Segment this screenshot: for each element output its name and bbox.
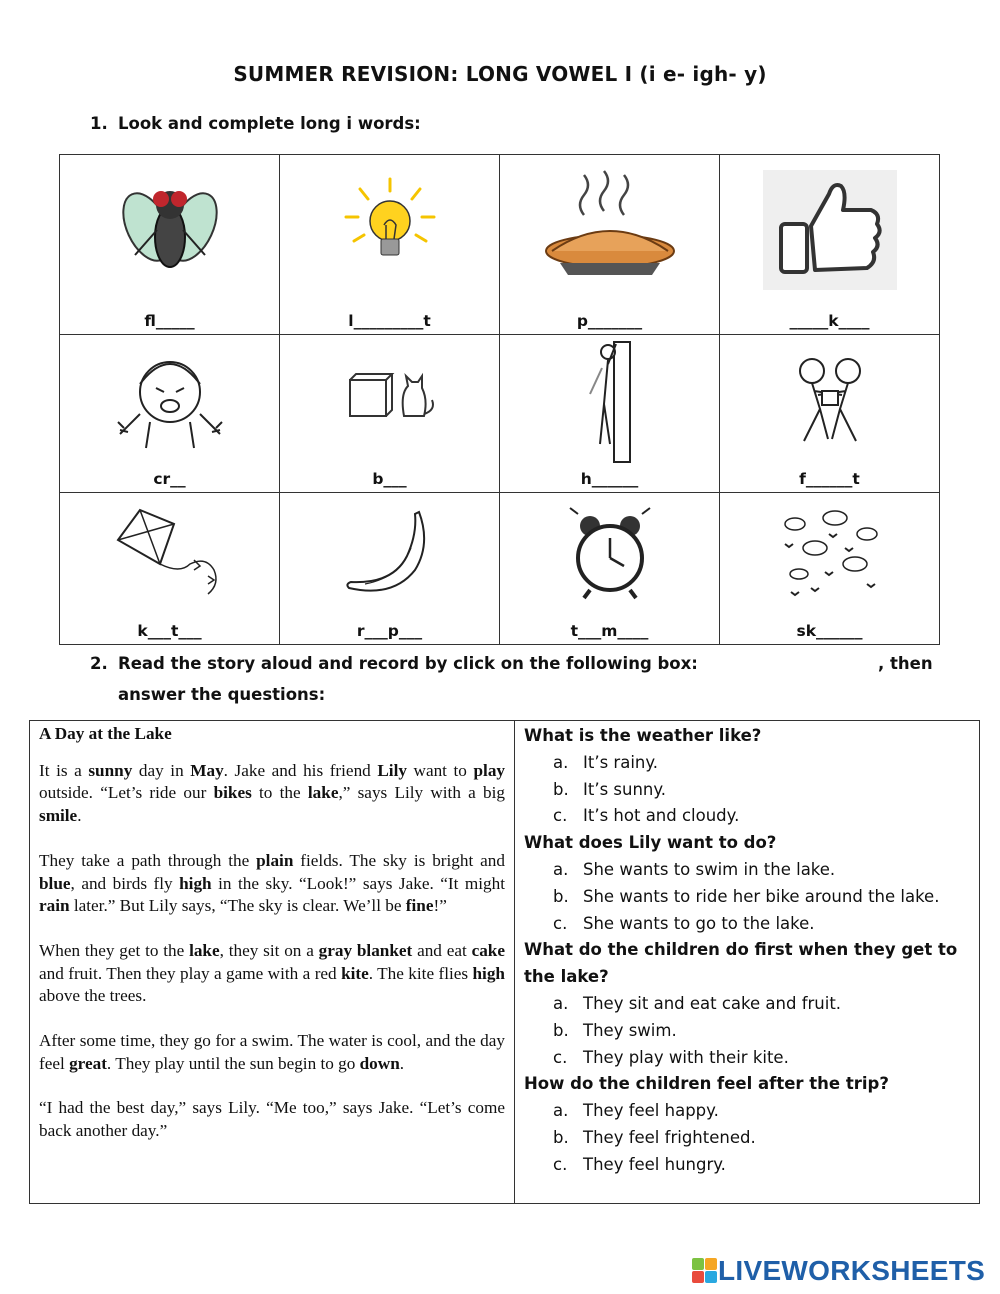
section2-instruction: Read the story aloud and record by click on the following box: bbox=[118, 654, 698, 673]
option-1a[interactable]: a. It’s rainy. bbox=[553, 752, 659, 772]
section2-instruction-line2: answer the questions: bbox=[118, 685, 326, 704]
option-1b[interactable]: b. It’s sunny. bbox=[553, 779, 667, 799]
word-blank[interactable]: _____k____ bbox=[789, 312, 870, 330]
cell-cry bbox=[60, 335, 280, 493]
picture-word-grid bbox=[59, 154, 940, 645]
story-paragraph-1: It is a sunny day in May. Jake and his friend Lily want to play outside. “Let’s ride our bikes to the lake,” says Lily with a big smile. bbox=[39, 760, 506, 826]
word-blank[interactable]: fl_____ bbox=[144, 312, 195, 330]
page-title: SUMMER REVISION: LONG VOWEL I (i e- igh- y) bbox=[233, 62, 767, 86]
question-2: What does Lily want to do? bbox=[524, 833, 777, 853]
word-blank[interactable]: t___m____ bbox=[570, 622, 649, 640]
story-paragraph-3: When they get to the lake, they sit on a gray blanket and eat cake and fruit. Then they play a game with a red kite. The kite flies high above the trees. bbox=[39, 940, 505, 1006]
kite-icon bbox=[110, 504, 230, 604]
cell-behind bbox=[280, 335, 500, 493]
section1-instruction: Look and complete long i words: bbox=[118, 114, 421, 133]
alarm-clock-icon bbox=[560, 504, 660, 604]
option-3c[interactable]: c. They play with their kite. bbox=[553, 1047, 789, 1067]
option-2a[interactable]: a. She wants to swim in the lake. bbox=[553, 859, 836, 879]
word-blank[interactable]: k___t___ bbox=[137, 622, 202, 640]
option-2b[interactable]: b. She wants to ride her bike around the lake. bbox=[553, 886, 940, 906]
option-3b[interactable]: b. They swim. bbox=[553, 1020, 677, 1040]
option-2c[interactable]: c. She wants to go to the lake. bbox=[553, 913, 815, 933]
cell-fly bbox=[60, 155, 280, 335]
logo-badge-icon bbox=[692, 1258, 718, 1284]
story-paragraph-5: “I had the best day,” says Lily. “Me too,” says Jake. “Let’s come back another day.” bbox=[39, 1098, 505, 1141]
cell-high bbox=[500, 335, 720, 493]
story-column bbox=[30, 721, 515, 1203]
cell-time bbox=[500, 493, 720, 645]
word-blank[interactable]: sk______ bbox=[796, 622, 863, 640]
lightbulb-icon bbox=[340, 175, 440, 285]
option-4b[interactable]: b. They feel frightened. bbox=[553, 1127, 756, 1147]
word-blank[interactable]: l_________t bbox=[348, 312, 431, 330]
word-blank[interactable]: b___ bbox=[372, 470, 407, 488]
cell-sky bbox=[720, 493, 940, 645]
section1-number: 1. bbox=[90, 114, 108, 133]
crying-girl-icon bbox=[110, 344, 230, 454]
fly-icon bbox=[115, 175, 225, 285]
cell-fight bbox=[720, 335, 940, 493]
section2-then: , then bbox=[878, 654, 933, 673]
kids-fighting-icon bbox=[770, 349, 890, 449]
person-hanging-icon bbox=[570, 334, 650, 464]
question-4: How do the children feel after the trip? bbox=[524, 1074, 889, 1094]
word-blank[interactable]: cr__ bbox=[153, 470, 186, 488]
section1-heading bbox=[90, 114, 421, 133]
liveworksheets-logo bbox=[692, 1254, 985, 1288]
question-3: What do the children do first when they get to the lake? bbox=[524, 940, 958, 987]
thumbs-up-icon bbox=[763, 170, 897, 290]
section2-number: 2. bbox=[90, 654, 108, 673]
banana-icon bbox=[335, 504, 445, 604]
word-blank[interactable]: p_______ bbox=[576, 312, 643, 330]
option-3a[interactable]: a. They sit and eat cake and fruit. bbox=[553, 993, 842, 1013]
cell-pie bbox=[500, 155, 720, 335]
logo-text: LIVEWORKSHEETS bbox=[718, 1255, 986, 1286]
option-1c[interactable]: c. It’s hot and cloudy. bbox=[553, 806, 740, 826]
option-4c[interactable]: c. They feel hungry. bbox=[553, 1154, 726, 1174]
story-paragraph-4: After some time, they go for a swim. The water is cool, and the day feel great. They play until the sun begin to go down. bbox=[39, 1031, 505, 1073]
cell-like bbox=[720, 155, 940, 335]
record-box[interactable] bbox=[680, 652, 870, 674]
questions-column bbox=[516, 721, 979, 1181]
option-4a[interactable]: a. They feel happy. bbox=[553, 1101, 719, 1121]
story-paragraph-2: They take a path through the plain fields. The sky is bright and blue, and birds fly high in the sky. “Look!” says Jake. “It might rain later.” But Lily says, “The sky is clear. We’ll be fine!” bbox=[39, 850, 505, 916]
cell-kite bbox=[60, 493, 280, 645]
question-1: What is the weather like? bbox=[524, 726, 762, 745]
cat-behind-box-icon bbox=[340, 364, 440, 434]
word-blank[interactable]: h______ bbox=[580, 470, 639, 488]
sky-clouds-birds-icon bbox=[775, 504, 885, 604]
word-blank[interactable]: r___p___ bbox=[356, 622, 423, 640]
pie-icon bbox=[540, 165, 680, 295]
cell-light bbox=[280, 155, 500, 335]
story-title: A Day at the Lake bbox=[39, 724, 172, 743]
cell-ripe bbox=[280, 493, 500, 645]
word-blank[interactable]: f______t bbox=[799, 470, 860, 488]
story-and-questions-table bbox=[29, 720, 980, 1204]
